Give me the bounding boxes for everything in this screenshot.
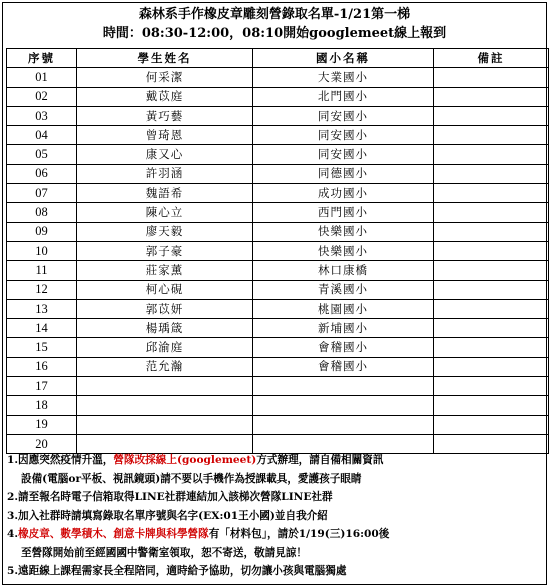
- remarks-cell: [434, 184, 549, 203]
- page-subtitle: 時間：08:30-12:00，08:10開始googlemeet線上報到: [102, 26, 447, 41]
- row-number-cell: 12: [7, 280, 77, 299]
- school-name-cell: 西門國小: [253, 203, 434, 222]
- school-name-cell: 北門國小: [253, 87, 434, 106]
- note-1-text: 1.因應突然疫情升溫，: [7, 454, 114, 466]
- table-row: [7, 357, 549, 376]
- student-name-cell: 楊瑀箴: [77, 319, 253, 338]
- table-row: [7, 106, 549, 125]
- student-name-cell: [77, 377, 253, 396]
- note-1: [7, 451, 547, 470]
- school-name-cell: [253, 415, 434, 434]
- note-2: 2.請至報名時電子信箱取得LINE社群連結加入該梯次營隊LINE社群: [7, 491, 333, 503]
- school-name-cell: 青溪國小: [253, 280, 434, 299]
- remarks-cell: [434, 280, 549, 299]
- remarks-cell: [434, 299, 549, 318]
- student-name-cell: [77, 415, 253, 434]
- row-number-cell: 07: [7, 184, 77, 203]
- student-name-cell: [77, 396, 253, 415]
- school-name-cell: 同安國小: [253, 106, 434, 125]
- note-4-number: 4.: [7, 528, 19, 540]
- row-number-cell: 06: [7, 164, 77, 183]
- row-number-cell: 04: [7, 126, 77, 145]
- column-header-student-name: 學生姓名: [77, 49, 253, 68]
- table-row: [7, 222, 549, 241]
- table-row: [7, 68, 549, 87]
- note-1-continued: 設備(電腦or平板、視訊鏡頭)請不要以手機作為授課載具，愛護孩子眼睛: [21, 472, 362, 485]
- row-number-cell: 18: [7, 396, 77, 415]
- student-name-cell: 陳心立: [77, 203, 253, 222]
- student-name-cell: 魏語希: [77, 184, 253, 203]
- note-3: 3.加入社群時請填寫錄取名單序號與名字(EX:01王小國)並自我介紹: [7, 509, 328, 522]
- row-number-cell: 17: [7, 377, 77, 396]
- student-name-cell: 柯心硯: [77, 280, 253, 299]
- row-number-cell: 05: [7, 145, 77, 164]
- student-name-cell: 曾琦恩: [77, 126, 253, 145]
- row-number-cell: 14: [7, 319, 77, 338]
- table-row: [7, 299, 549, 318]
- note-4: [7, 525, 547, 544]
- remarks-cell: [434, 126, 549, 145]
- student-name-cell: 郭苡妍: [77, 299, 253, 318]
- table-row: [7, 261, 549, 280]
- row-number-cell: 08: [7, 203, 77, 222]
- note-1-highlight: 營隊改採線上(googlemeet): [113, 454, 257, 466]
- table-row: [7, 377, 549, 396]
- table-row: [7, 87, 549, 106]
- remarks-cell: [434, 164, 549, 183]
- remarks-cell: [434, 377, 549, 396]
- school-name-cell: 新埔國小: [253, 319, 434, 338]
- remarks-cell: [434, 415, 549, 434]
- table-row: [7, 319, 549, 338]
- school-name-cell: [253, 377, 434, 396]
- school-name-cell: 快樂國小: [253, 241, 434, 260]
- school-name-cell: 同安國小: [253, 126, 434, 145]
- school-name-cell: 會稽國小: [253, 338, 434, 357]
- remarks-cell: [434, 319, 549, 338]
- row-number-cell: 15: [7, 338, 77, 357]
- school-name-cell: [253, 396, 434, 415]
- row-number-cell: 13: [7, 299, 77, 318]
- student-name-cell: 范允瀚: [77, 357, 253, 376]
- student-name-cell: 莊家薰: [77, 261, 253, 280]
- school-name-cell: 同安國小: [253, 145, 434, 164]
- remarks-cell: [434, 261, 549, 280]
- remarks-cell: [434, 222, 549, 241]
- remarks-cell: [434, 357, 549, 376]
- school-name-cell: 快樂國小: [253, 222, 434, 241]
- student-name-cell: 戴苡庭: [77, 87, 253, 106]
- school-name-cell: 桃園國小: [253, 299, 434, 318]
- school-name-cell: 林口康橋: [253, 261, 434, 280]
- remarks-cell: [434, 145, 549, 164]
- registration-sheet: [2, 2, 547, 585]
- table-row: [7, 396, 549, 415]
- remarks-cell: [434, 203, 549, 222]
- school-name-cell: 會稽國小: [253, 357, 434, 376]
- student-name-cell: 廖天毅: [77, 222, 253, 241]
- note-1-text-end: 方式辦理，請自備相關資訊: [256, 454, 384, 466]
- remarks-cell: [434, 396, 549, 415]
- remarks-cell: [434, 241, 549, 260]
- note-4-text: 有「材料包」，請於1/19(三)16:00後: [208, 528, 390, 540]
- column-header-remarks: 備註: [434, 49, 549, 68]
- remarks-cell: [434, 68, 549, 87]
- row-number-cell: 02: [7, 87, 77, 106]
- roster-body: [7, 68, 549, 454]
- school-name-cell: 成功國小: [253, 184, 434, 203]
- student-name-cell: 郭子豪: [77, 241, 253, 260]
- school-name-cell: 大業國小: [253, 68, 434, 87]
- row-number-cell: 11: [7, 261, 77, 280]
- student-name-cell: 黃巧藝: [77, 106, 253, 125]
- row-number-cell: 16: [7, 357, 77, 376]
- table-row: [7, 415, 549, 434]
- row-number-cell: 01: [7, 68, 77, 87]
- table-header-row: [7, 49, 549, 68]
- notes-section: [7, 451, 547, 581]
- row-number-cell: 09: [7, 222, 77, 241]
- table-row: [7, 164, 549, 183]
- note-5: 5.遠距線上課程需家長全程陪同，適時給予協助，切勿讓小孩與電腦獨處: [7, 565, 347, 577]
- student-name-cell: 許羽涵: [77, 164, 253, 183]
- row-number-cell: 10: [7, 241, 77, 260]
- table-row: [7, 145, 549, 164]
- student-name-cell: 邱渝庭: [77, 338, 253, 357]
- table-row: [7, 203, 549, 222]
- table-row: [7, 338, 549, 357]
- row-number-cell: 20: [7, 434, 77, 453]
- column-header-number: 序號: [7, 49, 77, 68]
- table-row: [7, 126, 549, 145]
- table-row: [7, 280, 549, 299]
- row-number-cell: 19: [7, 415, 77, 434]
- remarks-cell: [434, 338, 549, 357]
- page-title: 森林系手作橡皮章雕刻營錄取名單-1/21第一梯: [138, 7, 411, 22]
- note-4-highlight: 橡皮章、數學積木、創意卡牌與科學營隊: [18, 528, 209, 540]
- student-name-cell: 何采潔: [77, 68, 253, 87]
- remarks-cell: [434, 106, 549, 125]
- school-name-cell: 同德國小: [253, 164, 434, 183]
- roster-table: [6, 48, 549, 454]
- table-row: [7, 241, 549, 260]
- remarks-cell: [434, 87, 549, 106]
- column-header-school: 國小名稱: [253, 49, 434, 68]
- table-row: [7, 184, 549, 203]
- row-number-cell: 03: [7, 106, 77, 125]
- student-name-cell: 康又心: [77, 145, 253, 164]
- note-4-continued: 至營隊開始前至經國國中警衛室領取，恕不寄送，敬請見諒！: [21, 546, 308, 559]
